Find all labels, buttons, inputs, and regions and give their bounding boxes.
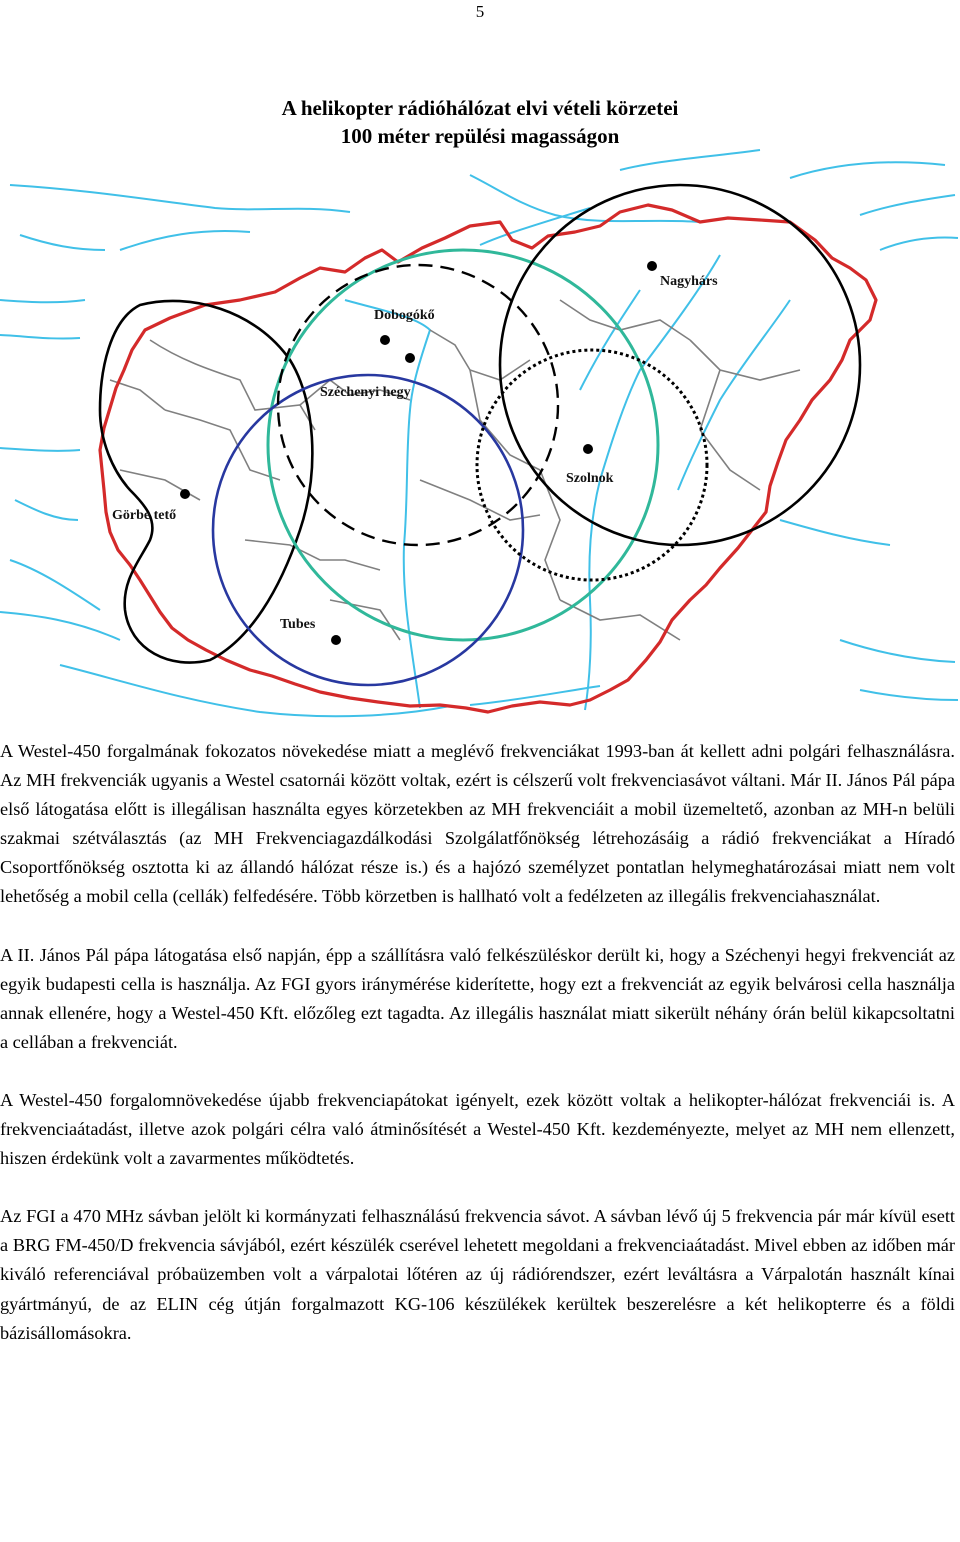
figure-title-line-1: A helikopter rádióhálózat elvi vételi körzetei	[281, 96, 679, 120]
nagyhars-coverage	[500, 185, 860, 545]
country-border	[100, 205, 876, 712]
tubes-marker	[331, 635, 341, 645]
nagyhars-label: Nagyhárs	[660, 274, 718, 289]
rivers	[0, 150, 958, 716]
gorbe-teto-label: Görbe tető	[112, 508, 177, 523]
szechenyi-hegy-marker	[405, 353, 415, 363]
szolnok-marker	[583, 444, 593, 454]
coverage-map	[0, 0, 960, 730]
paragraph-3: A Westel-450 forgalomnövekedése újabb frekvenciapátokat igényelt, ezek között voltak a helikopter-hálózat frekvenciái is. A frekvenciaátadást, illetve azok polgári célra való átminősítését a Westel-450 Kft. kezdeményezte, melyet az MH nem ellenzett, hiszen érdekünk volt a zavarmentes működtetés.	[0, 1089, 955, 1169]
paragraph-1: A Westel-450 forgalmának fokozatos növekedése miatt a meglévő frekvenciákat 1993-ban át kellett adni polgári felhasználásra. Az MH frekvenciák ugyanis a Westel csatornái között voltak, ezért is célszerű volt frekvenciasávot váltani. Már II. János Pál pápa első látogatása előtt is illegálisan használta egyes körzetekben az MH frekvenciáit a mobil üzemeltető, azonban az MH-n belüli szakmai szétválasztás (az MH Frekvenciagazdálkodási Szolgálatfőnökség létrehozásáig a rádió frekvenciákat a Híradó Csoportfőnökség osztotta ki az állandó hálózat része is.) és a hajózó személyzet pontatlan helymeghatározásai miatt nem volt lehetőség a mobil cella (cellák) felfedésére. Több körzetben is hallható volt a fedélzeten az illegális frekvenciahasználat.	[0, 741, 955, 907]
gorbe-teto-coverage	[100, 301, 312, 663]
figure-title-line-2: 100 méter repülési magasságon	[340, 124, 620, 148]
paragraph-2: A II. János Pál pápa látogatása első napján, épp a szállításra való felkészüléskor derült ki, hogy a Széchenyi hegyi frekvenciát az egyik budapesti cella is használja. Az FGI gyors iránymérése kiderítette, hogy ezt a frekvenciát az egyik belvárosi cella használja annak ellenére, hogy a Westel-450 Kft. előzőleg ezt tagadta. Az illegális használat miatt sikerült néhány órán belül kikapcsoltatni a cellában a frekvenciát.	[0, 944, 955, 1052]
body-text	[0, 737, 955, 1348]
tubes-label: Tubes	[280, 617, 316, 632]
dobogoko-coverage	[268, 250, 658, 640]
dobogoko-label: Dobogókő	[374, 308, 435, 323]
szechenyi-hegy-label: Széchenyi hegy	[320, 385, 411, 400]
gorbe-teto-marker	[180, 489, 190, 499]
dobogoko-marker	[380, 335, 390, 345]
nagyhars-marker	[647, 261, 657, 271]
county-boundaries	[110, 300, 800, 640]
paragraph-4: Az FGI a 470 MHz sávban jelölt ki kormányzati felhasználású frekvencia sávot. A sávban lévő új 5 frekvencia pár már kívül esett a BRG FM-450/D frekvencia sávjából, ezért készülék cserével lehetett megoldani a frekvenciaátadást. Mivel ebben az időben már kiváló referenciával próbaüzemben volt a várpalotai lőtéren az új rádiórendszer, ezért leváltásra a Várpalotán használt kínai gyártmányú, de az ELIN cég útján forgalmazott KG-106 készülékek kerültek beszerelésre a két helikopterre és a földi bázisállomásokra.	[0, 1206, 955, 1343]
coverage-circles	[100, 185, 860, 685]
szechenyi-hegy-coverage	[278, 265, 558, 545]
szolnok-coverage	[477, 350, 707, 580]
page-number: 5	[475, 2, 485, 21]
szolnok-label: Szolnok	[566, 471, 614, 486]
